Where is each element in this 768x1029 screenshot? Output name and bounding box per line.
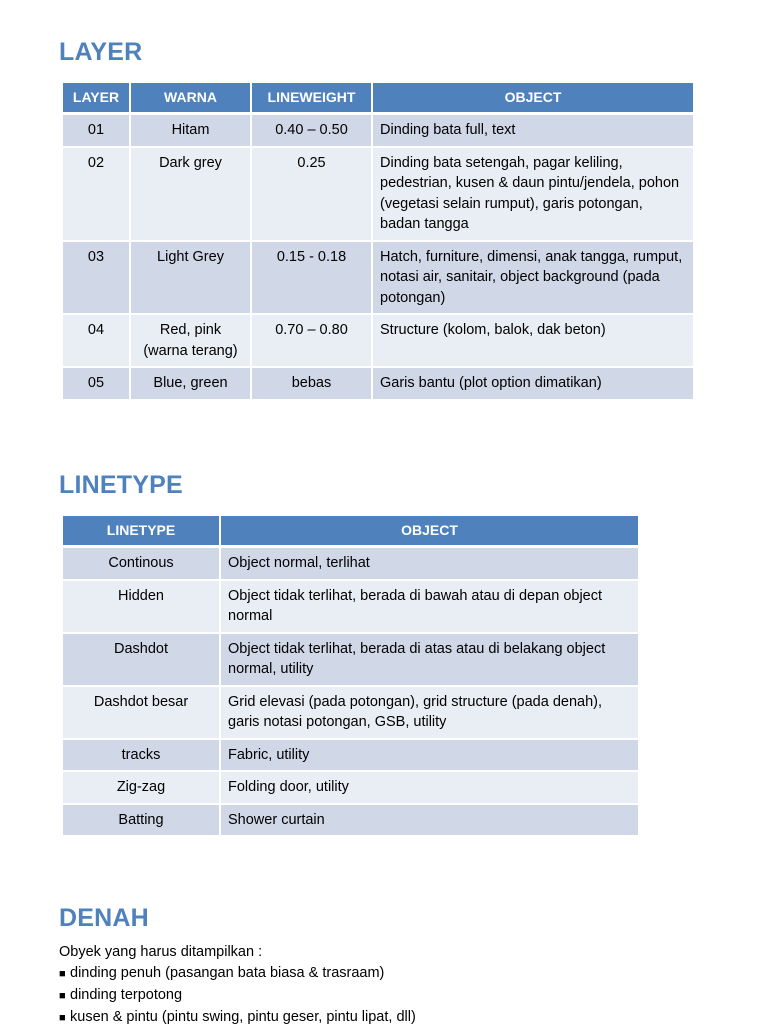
object-cell: Object normal, terlihat: [220, 547, 638, 580]
object-cell: Shower curtain: [220, 804, 638, 837]
lineweight-cell: 0.70 – 0.80: [251, 314, 372, 367]
layer-cell: 04: [63, 314, 130, 367]
object-cell: Dinding bata setengah, pagar keliling, pedestrian, kusen & daun pintu/jendela, pohon (vegetasi selain rumput), garis potongan, badan tangga: [372, 147, 693, 241]
table-row: [63, 686, 638, 739]
linetype-col-header: LINETYPE: [63, 516, 220, 547]
warna-col-header: WARNA: [130, 83, 251, 114]
linetype-cell: Dashdot: [63, 633, 220, 686]
list-item-text: kusen & pintu (pintu swing, pintu geser, pintu lipat, dll): [70, 1009, 416, 1025]
layer-table-header-row: [63, 83, 693, 114]
linetype-section-title: LINETYPE: [59, 471, 183, 499]
object-col-header: OBJECT: [220, 516, 638, 547]
list-item-text: dinding terpotong: [70, 987, 183, 1003]
object-cell: Fabric, utility: [220, 739, 638, 772]
layer-section-title: LAYER: [59, 38, 143, 66]
lineweight-cell: bebas: [251, 367, 372, 400]
object-cell: Garis bantu (plot option dimatikan): [372, 367, 693, 400]
list-item: [59, 963, 739, 985]
layer-cell: 05: [63, 367, 130, 400]
table-row: [63, 314, 693, 367]
list-item: [59, 1007, 739, 1029]
table-row: [63, 367, 693, 400]
square-bullet-icon: ■: [59, 990, 66, 1002]
layer-table: [63, 83, 693, 401]
lineweight-col-header: LINEWEIGHT: [251, 83, 372, 114]
table-row: [63, 739, 638, 772]
object-cell: Folding door, utility: [220, 771, 638, 804]
warna-cell: Red, pink (warna terang): [130, 314, 251, 367]
object-cell: Dinding bata full, text: [372, 114, 693, 147]
linetype-cell: Batting: [63, 804, 220, 837]
layer-cell: 02: [63, 147, 130, 241]
table-row: [63, 547, 638, 580]
denah-section-title: DENAH: [59, 904, 149, 932]
list-item: [59, 985, 739, 1007]
linetype-table-header-row: [63, 516, 638, 547]
denah-list: [59, 963, 739, 1029]
linetype-cell: Continous: [63, 547, 220, 580]
layer-cell: 03: [63, 241, 130, 315]
warna-cell: Light Grey: [130, 241, 251, 315]
linetype-cell: tracks: [63, 739, 220, 772]
denah-intro: Obyek yang harus ditampilkan :: [59, 944, 263, 960]
object-cell: Object tidak terlihat, berada di atas atau di belakang object normal, utility: [220, 633, 638, 686]
linetype-cell: Zig-zag: [63, 771, 220, 804]
layer-cell: 01: [63, 114, 130, 147]
table-row: [63, 771, 638, 804]
lineweight-cell: 0.25: [251, 147, 372, 241]
object-col-header: OBJECT: [372, 83, 693, 114]
lineweight-cell: 0.40 – 0.50: [251, 114, 372, 147]
warna-cell: Dark grey: [130, 147, 251, 241]
lineweight-cell: 0.15 - 0.18: [251, 241, 372, 315]
layer-col-header: LAYER: [63, 83, 130, 114]
table-row: [63, 114, 693, 147]
object-cell: Structure (kolom, balok, dak beton): [372, 314, 693, 367]
square-bullet-icon: ■: [59, 1012, 66, 1024]
linetype-cell: Hidden: [63, 580, 220, 633]
linetype-cell: Dashdot besar: [63, 686, 220, 739]
warna-cell: Hitam: [130, 114, 251, 147]
table-row: [63, 633, 638, 686]
object-cell: Grid elevasi (pada potongan), grid structure (pada denah), garis notasi potongan, GSB, utility: [220, 686, 638, 739]
table-row: [63, 580, 638, 633]
warna-cell: Blue, green: [130, 367, 251, 400]
denah-body: [59, 942, 739, 1029]
linetype-table: [63, 516, 638, 837]
square-bullet-icon: ■: [59, 968, 66, 980]
object-cell: Object tidak terlihat, berada di bawah atau di depan object normal: [220, 580, 638, 633]
table-row: [63, 147, 693, 241]
table-row: [63, 241, 693, 315]
table-row: [63, 804, 638, 837]
list-item-text: dinding penuh (pasangan bata biasa & trasraam): [70, 965, 385, 981]
object-cell: Hatch, furniture, dimensi, anak tangga, rumput, notasi air, sanitair, object background (pada potongan): [372, 241, 693, 315]
